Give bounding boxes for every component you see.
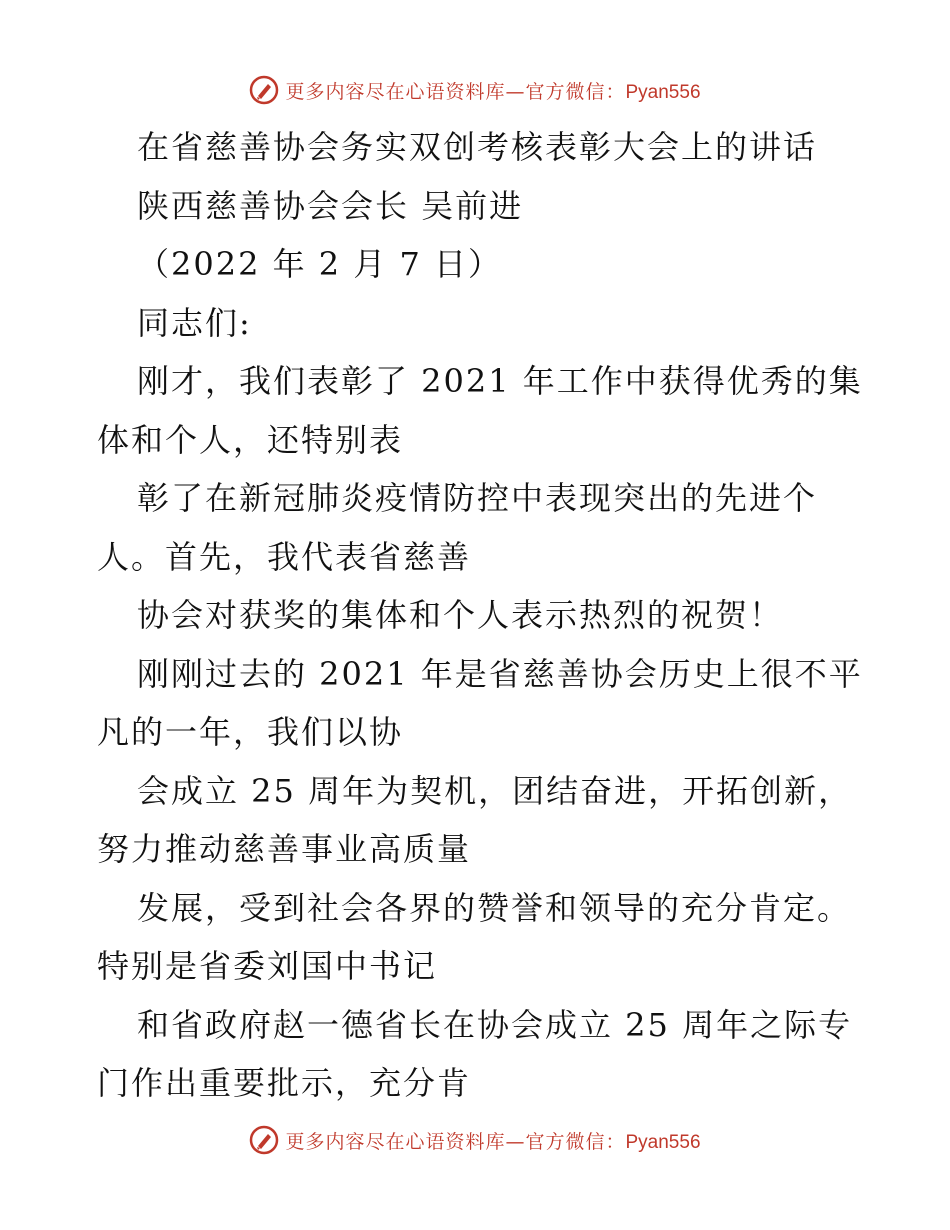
document-text-line: 门作出重要批示，充分肯 [97,1064,472,1102]
pen-nib-logo-icon [249,1125,279,1155]
document-body [0,118,950,1113]
header-watermark-banner [0,70,950,110]
document-text-line: 会成立 25 周年为契机，团结奋进，开拓创新， [137,771,853,810]
document-date: （2022 年 2 月 7 日） [137,245,503,283]
document-author: 陕西慈善协会会长 吴前进 [137,186,524,225]
document-text-line: 刚才，我们表彰了 2021 年工作中获得优秀的集 [137,362,863,400]
footer-wechat-label: 官方微信： [525,1130,626,1153]
pen-nib-logo-icon [249,75,279,105]
document-text-line: 彰了在新冠肺炎疫情防控中表现突出的先进个 [137,479,818,517]
document-text-line: 和省政府赵一德省长在协会成立 25 周年之际专 [137,1005,853,1044]
document-text-line: 协会对获奖的集体和个人表示热烈的祝贺！ [137,596,784,634]
document-text-line: 努力推动慈善事业高质量 [97,830,472,868]
footer-site-name: 更多内容尽在心语资料库 [285,1130,506,1153]
header-wechat-label: 官方微信： [525,80,626,103]
document-salutation: 同志们: [137,303,252,342]
document-text-line: 刚刚过去的 2021 年是省慈善协会历史上很不平 [137,654,863,693]
footer-watermark-banner [0,1120,950,1160]
document-text-line: 凡的一年，我们以协 [97,713,404,751]
footer-separator: — [505,1130,526,1153]
footer-wechat-id: Pyan556 [625,1131,701,1153]
document-text-line: 人。首先，我代表省慈善 [97,537,472,576]
header-separator: — [505,80,526,103]
document-text-line: 体和个人，还特别表 [97,420,404,459]
document-title: 在省慈善协会务实双创考核表彰大会上的讲话 [137,128,818,166]
document-text-line: 发展，受到社会各界的赞誉和领导的充分肯定。 [137,888,852,927]
header-wechat-id: Pyan556 [625,81,701,103]
header-banner-text [285,77,700,104]
document-text-line: 特别是省委刘国中书记 [97,947,438,985]
footer-banner-text [285,1127,700,1154]
header-site-name: 更多内容尽在心语资料库 [285,80,506,103]
